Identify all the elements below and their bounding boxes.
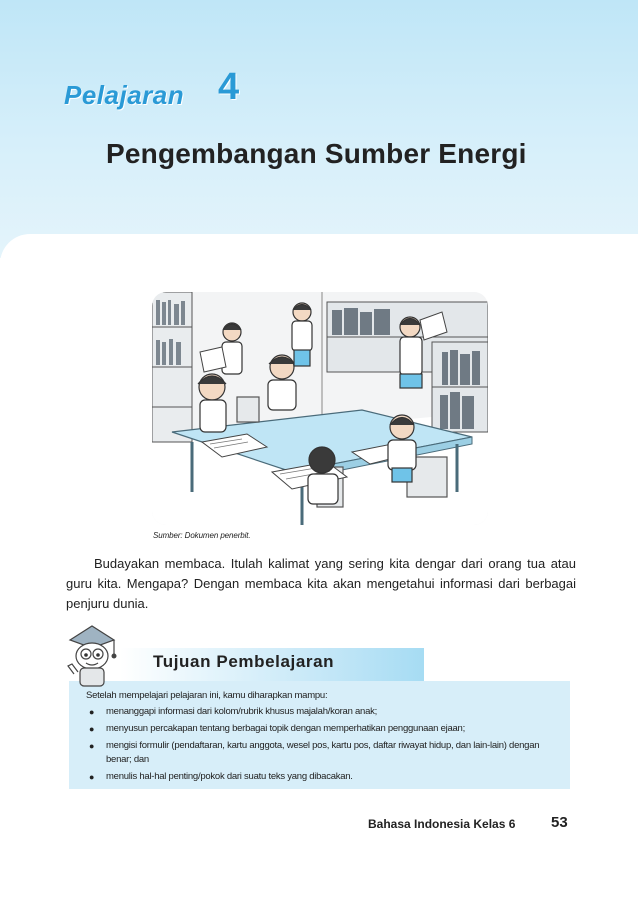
illustration-caption: Sumber: Dokumen penerbit. (153, 531, 251, 540)
learning-goals-intro: Setelah mempelajari pelajaran ini, kamu diharapkan mampu: (86, 690, 328, 701)
list-item (86, 722, 562, 736)
bullet-icon: ● (89, 741, 95, 751)
list-item-text: mengisi formulir (pendaftaran, kartu anggota, wesel pos, kartu pos, daftar riwayat hidup, dan lain-lain) dengan benar; dan (106, 740, 540, 765)
lesson-number: 4 (218, 66, 240, 108)
bullet-icon: ● (89, 772, 95, 782)
page-number: 53 (551, 814, 568, 831)
learning-goals-title: Tujuan Pembelajaran (153, 652, 335, 671)
list-item-text: menyusun percakapan tentang berbagai topik dengan memperhatikan penggunaan ejaan; (106, 723, 465, 734)
list-item-text: menanggapi informasi dari kolom/rubrik khusus majalah/koran anak; (106, 706, 378, 717)
lesson-label: Pelajaran (64, 80, 185, 110)
mascot-icon (62, 618, 122, 690)
list-item-text: menulis hal-hal penting/pokok dari suatu teks yang dibacakan. (106, 771, 353, 782)
intro-paragraph: Budayakan membaca. Itulah kalimat yang sering kita dengar dari orang tua atau guru kita. Mengapa? Dengan membaca kita akan mengetahui informasi dari berbagai penjuru dunia. (66, 556, 576, 611)
list-item (86, 770, 562, 784)
bullet-icon: ● (89, 707, 95, 717)
list-item (86, 739, 562, 767)
header-band (0, 0, 638, 258)
learning-goals-list (86, 705, 562, 787)
library-reading-illustration (152, 292, 488, 525)
bullet-icon: ● (89, 724, 95, 734)
chapter-title: Pengembangan Sumber Energi (106, 138, 527, 169)
list-item (86, 705, 562, 719)
footer-book-title: Bahasa Indonesia Kelas 6 (368, 817, 516, 831)
